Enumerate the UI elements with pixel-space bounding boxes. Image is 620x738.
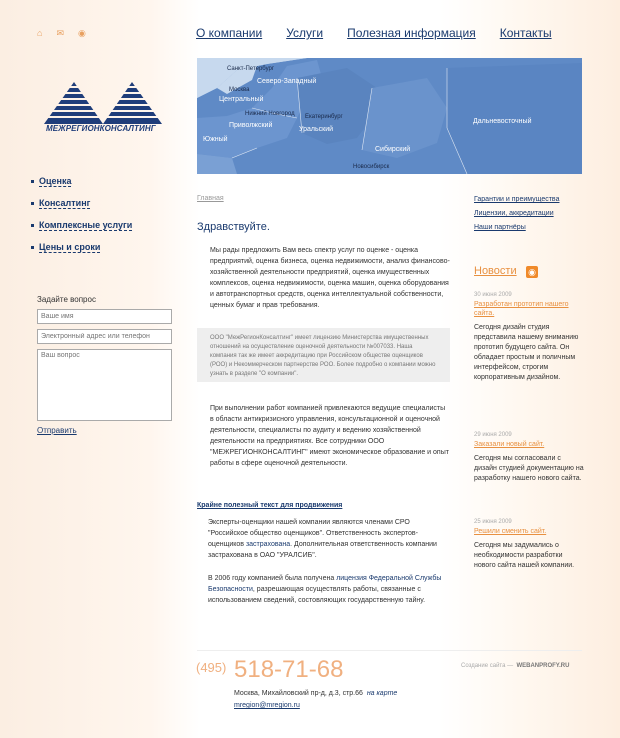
page-title: Здравствуйте.	[197, 221, 270, 233]
breadcrumb[interactable]: Главная	[197, 195, 224, 202]
bullet-icon	[31, 224, 34, 227]
ask-title: Задайте вопрос	[37, 295, 96, 304]
seo2-text-b: , разрешающая осуществлять работы, связанные с использованием сведений, состовляющих государственную тайну.	[208, 586, 426, 604]
map-label-fareast[interactable]: Дальневосточный	[473, 118, 532, 125]
news-date: 30 июня 2009	[474, 292, 512, 298]
footer-divider	[197, 650, 582, 651]
link-guarantees[interactable]: Гарантии и преимущества	[474, 196, 560, 203]
menu-complex[interactable]: Комплексные услуги	[39, 219, 133, 230]
menu-appraisal[interactable]: Оценка	[39, 175, 72, 186]
news-body: Сегодня мы задумались о необходимости разработки нового сайта нашей компании.	[474, 542, 575, 569]
send-button[interactable]: Отправить	[37, 426, 77, 435]
site-credit	[461, 663, 569, 669]
bullet-icon	[31, 202, 34, 205]
left-menu	[31, 170, 132, 258]
seo1-text-b: . Дополнительная ответственность компании застрахована в ОАО "УРАЛСИБ".	[208, 541, 437, 559]
ask-form	[37, 295, 172, 435]
link-partners[interactable]: Наши партнёры	[474, 224, 526, 231]
home-icon[interactable]: ⌂	[37, 28, 43, 38]
right-links	[474, 196, 559, 238]
bullet-icon	[31, 246, 34, 249]
menu-prices[interactable]: Цены и сроки	[39, 241, 101, 252]
intro-text: Мы рады предложить Вам весь спектр услуг по оценке - оценка предприятий, оценка бизнеса, оценка недвижимости, анализ финансово-хозяйственной деятельности предприятий, оценка имущественных комплексов, оценка недвижимости, оценка машин, оценка оборудования и автотранспортных средств, оценка интеллектуальной собственности, ценных бумаг и прав требования.	[210, 247, 450, 309]
nav-services[interactable]: Услуги	[286, 26, 324, 40]
menu-consulting[interactable]: Консалтинг	[39, 197, 91, 208]
news-item	[474, 432, 584, 484]
map-label-nw[interactable]: Северо-Западный	[257, 78, 317, 85]
map-link[interactable]: на карте	[366, 690, 398, 697]
phone-code: (495)	[196, 660, 227, 675]
news-title[interactable]: Новости	[474, 265, 517, 277]
license-box: ООО "МежРегионКонсалтинг" имеет лицензию Министерства имущественных отношений на осуществление оценочной деятельности №007033. Наша компания так же имеет аккредитацию при Российском обществе оценщиков (РОО) и Некоммерческом партнерстве РОО. Более подробно о компании можно узнать в разделе "О компании".	[197, 328, 450, 382]
news-date: 29 июня 2009	[474, 432, 512, 438]
left-menu-item	[31, 236, 132, 258]
map-label-nn[interactable]: Нижний Новгород	[245, 111, 295, 117]
news-headline[interactable]: Заказали новый сайт.	[474, 441, 545, 448]
map-label-nsk[interactable]: Новосибирск	[353, 164, 390, 170]
news-date: 25 июня 2009	[474, 519, 512, 525]
specialists-text: При выполнении работ компанией привлекаются ведущие специалисты в области антикризисного управления, консультационной и оценочной деятельности, специалисты по аудиту и ведению хозяйственной деятельности на предприятиях. Все сотрудники ООО "МЕЖРЕГИОНКОНСАЛТИНГ" имеют экономическое образование и опыт работы в сфере оценочной деятельности.	[210, 405, 449, 467]
map-label-ural[interactable]: Уральский	[299, 126, 334, 133]
rss-small-icon[interactable]: ◉	[77, 28, 86, 38]
map-label-south[interactable]: Южный	[203, 136, 228, 143]
license-text: ООО "МежРегионКонсалтинг" имеет лицензию Министерства имущественных отношений на осуществление оценочной деятельности №007033. Наша компания так же имеет аккредитацию при Российском обществе оценщиков (РОО) и Некоммерческом партнерстве РОО. Более подробно о компании можно узнать в разделе	[210, 335, 436, 377]
map-label-ekb[interactable]: Екатеринбург	[305, 114, 343, 120]
logo-text: МЕЖРЕГИОНКОНСАЛТИНГ	[46, 124, 156, 133]
map-label-siberia[interactable]: Сибирский	[375, 146, 411, 153]
news-item	[474, 519, 584, 571]
top-nav	[196, 26, 576, 40]
address-text: Москва, Михайловский пр-д, д.3, стр.66	[234, 690, 363, 697]
credit-brand[interactable]: WEBANPROFY.RU	[516, 663, 570, 669]
left-menu-item	[31, 192, 132, 214]
map-label-spb[interactable]: Санкт-Петербург	[227, 66, 275, 72]
link-licenses[interactable]: Лицензии, аккредитации	[474, 210, 554, 217]
question-input[interactable]	[37, 349, 172, 421]
nav-info[interactable]: Полезная информация	[347, 26, 476, 40]
contact-input[interactable]	[37, 329, 172, 344]
left-menu-item	[31, 170, 132, 192]
news-body: Сегодня дизайн студия представила нашему вниманию прототип будущего сайта. Он обладает простым и поличным интерфейсом, строгим корпоративным дизайном.	[474, 324, 579, 381]
about-link[interactable]: "О компании"	[259, 371, 297, 377]
email-link[interactable]: mregion@mregion.ru	[234, 702, 300, 709]
rss-icon[interactable]: ◉	[526, 266, 538, 278]
seo1-text-a: Эксперты-оценщики нашей компании являются членами СРО "Российское общество оценщиков". Ответственность экспертов-оценщиков	[208, 519, 418, 548]
phone-number: 518-71-68	[234, 656, 344, 683]
news-item	[474, 292, 584, 383]
top-icons	[37, 29, 86, 38]
seo-paragraph-2	[208, 573, 450, 606]
name-input[interactable]	[37, 309, 172, 324]
mail-icon[interactable]: ✉	[56, 28, 64, 38]
regions-map[interactable]	[197, 58, 582, 174]
map-label-volga[interactable]: Приволжский	[229, 122, 273, 129]
address	[234, 690, 397, 697]
map-label-moscow[interactable]: Москва	[229, 87, 250, 93]
nav-about[interactable]: О компании	[196, 26, 263, 40]
seo-paragraph-1	[208, 517, 450, 561]
seo-subheading[interactable]: Крайне полезный текст для продвижения	[197, 502, 343, 509]
left-menu-item	[31, 214, 132, 236]
nav-contacts[interactable]: Контакты	[499, 26, 552, 40]
insured-link[interactable]: застрахована	[245, 541, 291, 548]
credit-link[interactable]: Создание сайта —	[461, 663, 514, 669]
seo2-text-a: В 2006 году компанией была получена	[208, 575, 337, 582]
news-body: Сегодня мы согласовали с дизайн студией документацию на разработку нашего нового сайта.	[474, 455, 584, 482]
bullet-icon	[31, 180, 34, 183]
map-label-central[interactable]: Центральный	[219, 96, 264, 103]
news-headline[interactable]: Решили сменить сайт.	[474, 528, 547, 535]
news-headline[interactable]: Разработан прототип нашего сайта.	[474, 301, 569, 317]
fsb-license-link[interactable]: лицензия Федеральной Службы Безопасности	[208, 575, 442, 593]
